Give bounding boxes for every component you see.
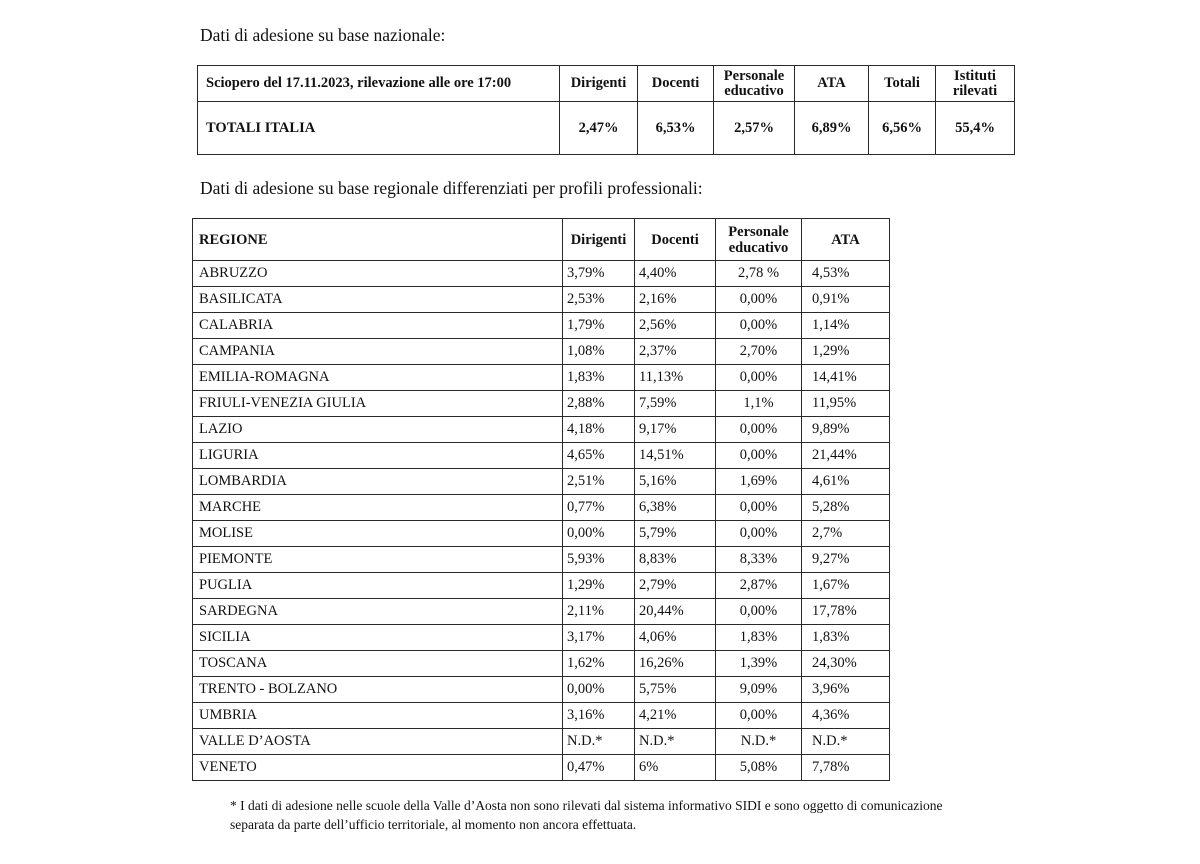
- regional-cell-docenti: 8,83%: [635, 547, 716, 573]
- regional-cell-docenti: 2,79%: [635, 573, 716, 599]
- regional-cell-docenti: 2,16%: [635, 287, 716, 313]
- regional-cell-dirigenti: 2,88%: [563, 391, 635, 417]
- national-cell-ata: 6,89%: [795, 102, 869, 155]
- regional-cell-docenti: 5,16%: [635, 469, 716, 495]
- regional-cell-dirigenti: 5,93%: [563, 547, 635, 573]
- national-header-personale-educativo: Personale educativo: [714, 66, 795, 102]
- national-heading: Dati di adesione su base nazionale:: [200, 25, 446, 45]
- regional-heading: Dati di adesione su base regionale differenziati per profili professionali:: [200, 178, 703, 198]
- table-row: [193, 261, 890, 287]
- regional-cell-dirigenti: N.D.*: [563, 729, 635, 755]
- regional-cell-dirigenti: 3,79%: [563, 261, 635, 287]
- regional-cell-ata: 1,67%: [802, 573, 890, 599]
- table-row: [193, 495, 890, 521]
- national-cell-docenti: 6,53%: [638, 102, 714, 155]
- regional-cell-personale-educativo: 0,00%: [716, 703, 802, 729]
- table-row: [193, 573, 890, 599]
- regional-cell-regione: LIGURIA: [193, 443, 563, 469]
- regional-cell-regione: PUGLIA: [193, 573, 563, 599]
- national-cell-dirigenti: 2,47%: [560, 102, 638, 155]
- regional-cell-ata: 2,7%: [802, 521, 890, 547]
- regional-cell-dirigenti: 4,65%: [563, 443, 635, 469]
- regional-cell-docenti: 20,44%: [635, 599, 716, 625]
- regional-cell-regione: TRENTO - BOLZANO: [193, 677, 563, 703]
- regional-cell-ata: 11,95%: [802, 391, 890, 417]
- national-cell-totali: 6,56%: [869, 102, 936, 155]
- regional-cell-docenti: 14,51%: [635, 443, 716, 469]
- regional-cell-regione: SARDEGNA: [193, 599, 563, 625]
- table-row: [193, 417, 890, 443]
- regional-cell-docenti: 16,26%: [635, 651, 716, 677]
- regional-cell-regione: TOSCANA: [193, 651, 563, 677]
- regional-cell-ata: 4,53%: [802, 261, 890, 287]
- regional-cell-dirigenti: 0,00%: [563, 677, 635, 703]
- national-totals-row: [198, 102, 1015, 155]
- regional-cell-dirigenti: 2,53%: [563, 287, 635, 313]
- regional-cell-personale-educativo: 0,00%: [716, 287, 802, 313]
- national-header-row: [198, 66, 1015, 102]
- table-row: [193, 651, 890, 677]
- regional-table-body: [193, 261, 890, 781]
- regional-cell-regione: LOMBARDIA: [193, 469, 563, 495]
- table-row: [193, 703, 890, 729]
- regional-cell-ata: 1,14%: [802, 313, 890, 339]
- table-row: [193, 729, 890, 755]
- regional-cell-personale-educativo: 0,00%: [716, 599, 802, 625]
- regional-cell-docenti: 4,06%: [635, 625, 716, 651]
- regional-cell-dirigenti: 1,79%: [563, 313, 635, 339]
- regional-cell-personale-educativo: 0,00%: [716, 443, 802, 469]
- regional-cell-personale-educativo: 2,70%: [716, 339, 802, 365]
- regional-cell-personale-educativo: 0,00%: [716, 521, 802, 547]
- table-row: [193, 287, 890, 313]
- regional-cell-regione: ABRUZZO: [193, 261, 563, 287]
- table-row: [193, 365, 890, 391]
- regional-cell-ata: 9,89%: [802, 417, 890, 443]
- regional-cell-docenti: 5,79%: [635, 521, 716, 547]
- regional-cell-regione: FRIULI-VENEZIA GIULIA: [193, 391, 563, 417]
- regional-cell-dirigenti: 0,00%: [563, 521, 635, 547]
- regional-cell-personale-educativo: 2,78 %: [716, 261, 802, 287]
- national-header-totali: Totali: [869, 66, 936, 102]
- national-table: [197, 65, 1015, 155]
- regional-cell-ata: 7,78%: [802, 755, 890, 781]
- regional-cell-ata: 9,27%: [802, 547, 890, 573]
- regional-cell-personale-educativo: 0,00%: [716, 313, 802, 339]
- regional-cell-regione: BASILICATA: [193, 287, 563, 313]
- national-header-docenti: Docenti: [638, 66, 714, 102]
- table-row: [193, 599, 890, 625]
- regional-cell-docenti: 7,59%: [635, 391, 716, 417]
- regional-cell-personale-educativo: 1,1%: [716, 391, 802, 417]
- table-row: [193, 469, 890, 495]
- footnote: * I dati di adesione nelle scuole della Valle d’Aosta non sono rilevati dal sistema informativo SIDI e sono oggetto di comunicazione separata da parte dell’ufficio territoriale, al momento non ancora effettuata.: [230, 798, 943, 832]
- regional-cell-ata: 4,36%: [802, 703, 890, 729]
- national-cell-label: TOTALI ITALIA: [198, 102, 560, 155]
- regional-header-row: [193, 219, 890, 261]
- national-header-strike: Sciopero del 17.11.2023, rilevazione alle ore 17:00: [198, 66, 560, 102]
- regional-cell-personale-educativo: 2,87%: [716, 573, 802, 599]
- regional-header-personale-educativo: Personale educativo: [716, 219, 802, 261]
- regional-cell-regione: MOLISE: [193, 521, 563, 547]
- regional-cell-personale-educativo: 9,09%: [716, 677, 802, 703]
- national-cell-istituti-rilevati: 55,4%: [936, 102, 1015, 155]
- regional-cell-personale-educativo: N.D.*: [716, 729, 802, 755]
- table-row: [193, 391, 890, 417]
- national-header-dirigenti: Dirigenti: [560, 66, 638, 102]
- regional-cell-dirigenti: 2,51%: [563, 469, 635, 495]
- regional-cell-personale-educativo: 8,33%: [716, 547, 802, 573]
- table-row: [193, 625, 890, 651]
- regional-header-regione: REGIONE: [193, 219, 563, 261]
- regional-cell-dirigenti: 1,62%: [563, 651, 635, 677]
- regional-cell-regione: CALABRIA: [193, 313, 563, 339]
- regional-cell-dirigenti: 0,77%: [563, 495, 635, 521]
- regional-cell-personale-educativo: 1,39%: [716, 651, 802, 677]
- table-row: [193, 313, 890, 339]
- regional-cell-docenti: 2,37%: [635, 339, 716, 365]
- regional-cell-personale-educativo: 1,83%: [716, 625, 802, 651]
- regional-cell-regione: VALLE D’AOSTA: [193, 729, 563, 755]
- regional-cell-regione: SICILIA: [193, 625, 563, 651]
- regional-cell-personale-educativo: 0,00%: [716, 365, 802, 391]
- regional-cell-regione: LAZIO: [193, 417, 563, 443]
- regional-cell-docenti: 4,40%: [635, 261, 716, 287]
- regional-table: [192, 218, 890, 781]
- regional-cell-ata: N.D.*: [802, 729, 890, 755]
- regional-cell-ata: 17,78%: [802, 599, 890, 625]
- regional-cell-personale-educativo: 0,00%: [716, 417, 802, 443]
- regional-cell-regione: CAMPANIA: [193, 339, 563, 365]
- regional-cell-dirigenti: 1,08%: [563, 339, 635, 365]
- regional-cell-dirigenti: 0,47%: [563, 755, 635, 781]
- national-cell-personale-educativo: 2,57%: [714, 102, 795, 155]
- regional-cell-docenti: 11,13%: [635, 365, 716, 391]
- regional-cell-ata: 21,44%: [802, 443, 890, 469]
- regional-cell-docenti: 9,17%: [635, 417, 716, 443]
- regional-cell-ata: 0,91%: [802, 287, 890, 313]
- regional-cell-ata: 5,28%: [802, 495, 890, 521]
- regional-cell-docenti: 2,56%: [635, 313, 716, 339]
- table-row: [193, 339, 890, 365]
- regional-cell-ata: 14,41%: [802, 365, 890, 391]
- regional-cell-ata: 1,83%: [802, 625, 890, 651]
- table-row: [193, 521, 890, 547]
- regional-cell-ata: 3,96%: [802, 677, 890, 703]
- regional-cell-personale-educativo: 0,00%: [716, 495, 802, 521]
- regional-cell-dirigenti: 3,16%: [563, 703, 635, 729]
- regional-cell-regione: PIEMONTE: [193, 547, 563, 573]
- regional-header-docenti: Docenti: [635, 219, 716, 261]
- regional-cell-dirigenti: 1,83%: [563, 365, 635, 391]
- regional-cell-docenti: 6%: [635, 755, 716, 781]
- regional-cell-docenti: 5,75%: [635, 677, 716, 703]
- regional-cell-personale-educativo: 5,08%: [716, 755, 802, 781]
- table-row: [193, 547, 890, 573]
- regional-cell-docenti: 6,38%: [635, 495, 716, 521]
- regional-cell-regione: EMILIA-ROMAGNA: [193, 365, 563, 391]
- regional-cell-ata: 4,61%: [802, 469, 890, 495]
- regional-cell-dirigenti: 3,17%: [563, 625, 635, 651]
- regional-cell-regione: UMBRIA: [193, 703, 563, 729]
- regional-cell-ata: 1,29%: [802, 339, 890, 365]
- regional-cell-docenti: 4,21%: [635, 703, 716, 729]
- regional-cell-dirigenti: 1,29%: [563, 573, 635, 599]
- national-header-istituti-rilevati: Istituti rilevati: [936, 66, 1015, 102]
- table-row: [193, 755, 890, 781]
- table-row: [193, 443, 890, 469]
- national-header-ata: ATA: [795, 66, 869, 102]
- regional-cell-regione: VENETO: [193, 755, 563, 781]
- regional-cell-regione: MARCHE: [193, 495, 563, 521]
- regional-cell-personale-educativo: 1,69%: [716, 469, 802, 495]
- regional-cell-dirigenti: 4,18%: [563, 417, 635, 443]
- regional-header-dirigenti: Dirigenti: [563, 219, 635, 261]
- regional-cell-dirigenti: 2,11%: [563, 599, 635, 625]
- table-row: [193, 677, 890, 703]
- regional-cell-ata: 24,30%: [802, 651, 890, 677]
- regional-cell-docenti: N.D.*: [635, 729, 716, 755]
- regional-header-ata: ATA: [802, 219, 890, 261]
